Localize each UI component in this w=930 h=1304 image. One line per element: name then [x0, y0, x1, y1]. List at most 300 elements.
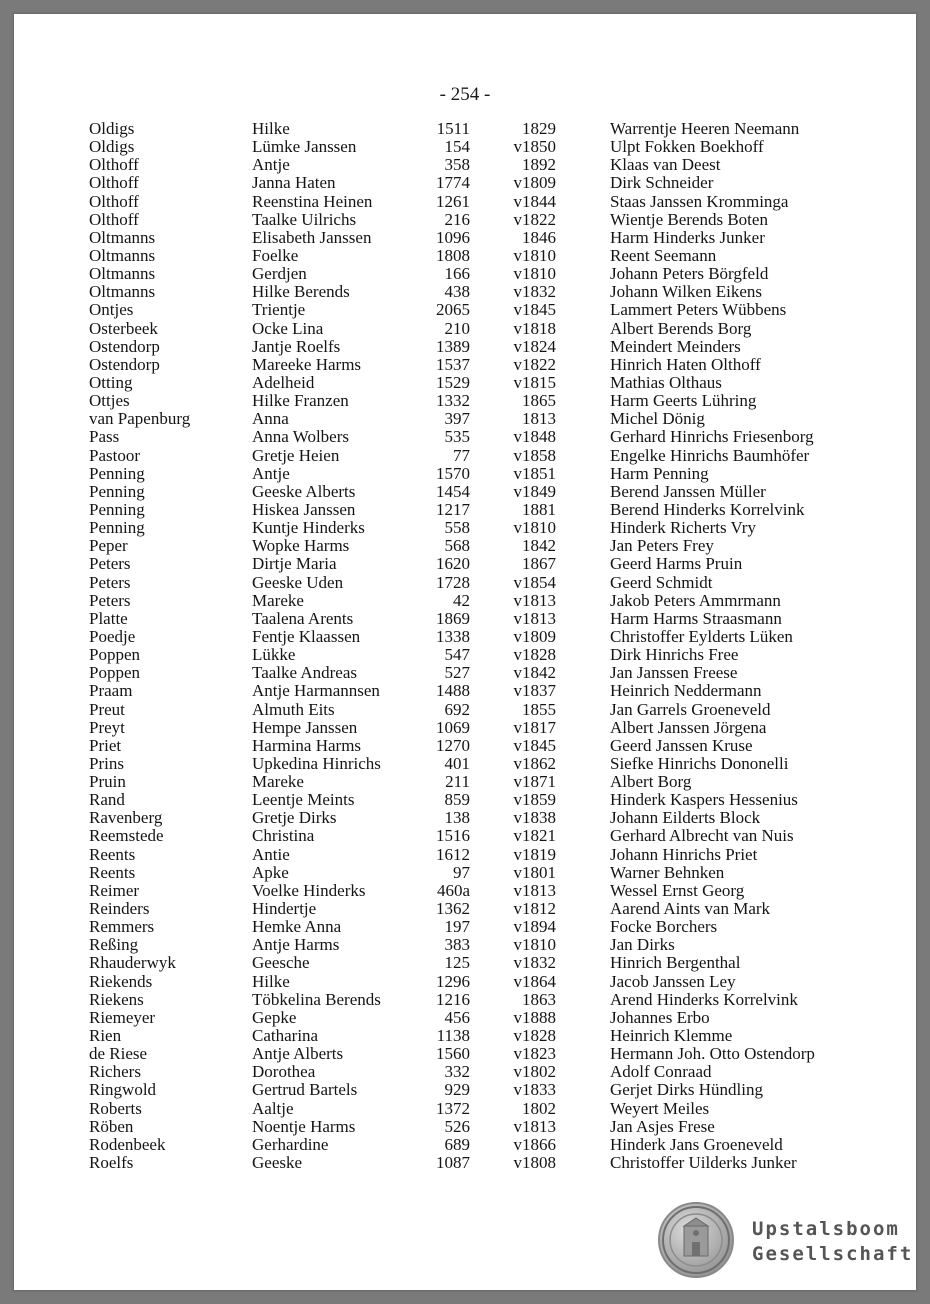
entry-row: [14, 954, 916, 972]
entry-given-name: Hindertje: [252, 899, 317, 919]
entry-number: 1620: [436, 554, 470, 574]
entry-number: 210: [444, 318, 470, 338]
entry-surname: Rhauderwyk: [89, 953, 176, 973]
entry-number: 1869: [436, 608, 470, 628]
entry-surname: Penning: [89, 481, 145, 501]
entry-year: v1842: [513, 663, 556, 683]
entry-row: [14, 918, 916, 936]
entry-surname: Reents: [89, 862, 136, 882]
entry-year: v1801: [513, 862, 556, 882]
entry-row: [14, 229, 916, 247]
entry-given-name: Adelheid: [252, 372, 315, 392]
entry-number: 689: [444, 1134, 470, 1154]
entry-spouse: Mathias Olthaus: [610, 372, 722, 392]
entry-spouse: Reent Seemann: [610, 245, 717, 265]
entry-spouse: Jacob Janssen Ley: [610, 971, 736, 991]
entry-given-name: Geeske: [252, 1153, 303, 1173]
entry-year: v1817: [513, 717, 556, 737]
entry-surname: van Papenburg: [89, 409, 191, 429]
entry-number: 154: [444, 137, 470, 157]
entry-spouse: Albert Janssen Jörgena: [610, 717, 767, 737]
entry-spouse: Gerhard Albrecht van Nuis: [610, 826, 794, 846]
entry-number: 1560: [436, 1044, 470, 1064]
entry-row: [14, 1100, 916, 1118]
entry-given-name: Voelke Hinderks: [252, 880, 366, 900]
entry-given-name: Noentje Harms: [252, 1116, 356, 1136]
entry-given-name: Mareke: [252, 590, 304, 610]
entry-spouse: Adolf Conraad: [610, 1062, 712, 1082]
entry-given-name: Mareeke Harms: [252, 354, 362, 374]
entry-number: 1216: [436, 989, 470, 1009]
entry-number: 138: [444, 808, 470, 828]
entry-year: v1828: [513, 645, 556, 665]
entry-given-name: Hiskea Janssen: [252, 499, 356, 519]
entry-surname: Peters: [89, 572, 131, 592]
entry-year: v1809: [513, 626, 556, 646]
entry-row: [14, 283, 916, 301]
entry-row: [14, 864, 916, 882]
entry-surname: Peters: [89, 590, 131, 610]
entry-spouse: Hinderk Kaspers Hessenius: [610, 790, 798, 810]
entry-year: v1813: [513, 1116, 556, 1136]
entry-year: 1865: [522, 391, 556, 411]
entry-given-name: Geeske Alberts: [252, 481, 356, 501]
entry-year: v1894: [513, 917, 556, 937]
entry-given-name: Gerdjen: [252, 264, 307, 284]
entry-number: 547: [444, 645, 470, 665]
entry-year: v1838: [513, 808, 556, 828]
entry-spouse: Geerd Schmidt: [610, 572, 713, 592]
entry-number: 383: [444, 935, 470, 955]
entry-row: [14, 809, 916, 827]
entry-list: [14, 120, 916, 1172]
entry-spouse: Arend Hinderks Korrelvink: [610, 989, 798, 1009]
entry-year: v1810: [513, 518, 556, 538]
entry-surname: Ravenberg: [89, 808, 163, 828]
entry-row: [14, 174, 916, 192]
entry-given-name: Fentje Klaassen: [252, 626, 361, 646]
entry-row: [14, 664, 916, 682]
entry-surname: Preut: [89, 699, 125, 719]
entry-row: [14, 320, 916, 338]
entry-surname: Oltmanns: [89, 282, 156, 302]
entry-row: [14, 628, 916, 646]
society-name-line1: Upstalsboom: [752, 1218, 900, 1240]
entry-spouse: Warrentje Heeren Neemann: [610, 119, 800, 138]
entry-year: v1888: [513, 1007, 556, 1027]
entry-year: v1813: [513, 590, 556, 610]
page-number: - 254 -: [439, 84, 491, 105]
entry-year: v1844: [513, 191, 556, 211]
entry-surname: Olthoff: [89, 155, 139, 175]
entry-row: [14, 574, 916, 592]
entry-spouse: Ulpt Fokken Boekhoff: [610, 137, 764, 157]
entry-number: 460a: [436, 880, 470, 900]
entry-number: 332: [444, 1062, 470, 1082]
entry-row: [14, 374, 916, 392]
entry-row: [14, 1009, 916, 1027]
entry-year: v1813: [513, 608, 556, 628]
entry-number: 125: [444, 953, 470, 973]
entry-spouse: Wessel Ernst Georg: [610, 880, 745, 900]
entry-year: v1802: [513, 1062, 556, 1082]
entry-number: 77: [453, 445, 470, 465]
entry-row: [14, 646, 916, 664]
entry-row: [14, 701, 916, 719]
entry-year: v1823: [513, 1044, 556, 1064]
entry-given-name: Janna Haten: [252, 173, 336, 193]
entry-row: [14, 936, 916, 954]
entry-row: [14, 247, 916, 265]
entry-year: v1821: [513, 826, 556, 846]
entry-surname: Penning: [89, 518, 145, 538]
entry-year: v1824: [513, 336, 556, 356]
entry-spouse: Berend Hinderks Korrelvink: [610, 499, 805, 519]
entry-number: 211: [445, 772, 470, 792]
entry-year: v1871: [513, 772, 556, 792]
entry-row: [14, 882, 916, 900]
entry-spouse: Harm Geerts Lühring: [610, 391, 757, 411]
entry-given-name: Upkedina Hinrichs: [252, 753, 381, 773]
entry-surname: Otting: [89, 372, 133, 392]
entry-number: 1570: [436, 463, 470, 483]
entry-spouse: Albert Borg: [610, 772, 692, 792]
entry-number: 568: [444, 536, 470, 556]
entry-given-name: Anna: [252, 409, 289, 429]
entry-spouse: Staas Janssen Kromminga: [610, 191, 789, 211]
entry-number: 166: [444, 264, 470, 284]
entry-row: [14, 1045, 916, 1063]
entry-year: v1862: [513, 753, 556, 773]
entry-spouse: Weyert Meiles: [610, 1098, 710, 1118]
entry-year: v1849: [513, 481, 556, 501]
entry-number: 1270: [436, 735, 470, 755]
entry-surname: Reinders: [89, 899, 150, 919]
entry-spouse: Klaas van Deest: [610, 155, 721, 175]
entry-year: v1810: [513, 245, 556, 265]
entry-row: [14, 846, 916, 864]
entry-year: 1829: [522, 119, 556, 138]
entry-year: v1832: [513, 282, 556, 302]
entry-surname: Rand: [89, 790, 125, 810]
entry-spouse: Hinrich Haten Olthoff: [610, 354, 761, 374]
entry-surname: Peters: [89, 554, 131, 574]
entry-surname: Ringwold: [89, 1080, 157, 1100]
entry-spouse: Johann Peters Börgfeld: [610, 264, 769, 284]
entry-surname: Peper: [89, 536, 128, 556]
entry-row: [14, 555, 916, 573]
entry-surname: Olthoff: [89, 191, 139, 211]
entry-number: 1774: [436, 173, 470, 193]
entry-spouse: Meindert Meinders: [610, 336, 741, 356]
entry-spouse: Johannes Erbo: [610, 1007, 710, 1027]
entry-year: 1881: [522, 499, 556, 519]
entry-number: 1516: [436, 826, 470, 846]
entry-row: [14, 138, 916, 156]
entry-surname: Remmers: [89, 917, 155, 937]
entry-surname: Reimer: [89, 880, 140, 900]
entry-row: [14, 483, 916, 501]
entry-year: v1866: [513, 1134, 556, 1154]
entry-given-name: Taalke Andreas: [252, 663, 358, 683]
entry-year: v1832: [513, 953, 556, 973]
entry-spouse: Harm Hinderks Junker: [610, 227, 765, 247]
entry-number: 1372: [436, 1098, 470, 1118]
entry-surname: Priet: [89, 735, 122, 755]
entry-spouse: Michel Dönig: [610, 409, 705, 429]
entry-surname: Penning: [89, 463, 145, 483]
entry-spouse: Jan Asjes Frese: [610, 1116, 715, 1136]
entry-surname: Osterbeek: [89, 318, 158, 338]
entry-year: v1810: [513, 264, 556, 284]
entry-given-name: Antje Harms: [252, 935, 340, 955]
entry-number: 1087: [436, 1153, 470, 1173]
entry-spouse: Gerjet Dirks Hündling: [610, 1080, 763, 1100]
entry-number: 1488: [436, 681, 470, 701]
society-logo: [752, 1217, 913, 1267]
entry-given-name: Töbkelina Berends: [252, 989, 381, 1009]
entry-row: [14, 1154, 916, 1172]
entry-year: v1808: [513, 1153, 556, 1173]
entry-row: [14, 211, 916, 229]
entry-row: [14, 301, 916, 319]
entry-given-name: Hilke: [252, 971, 290, 991]
entry-number: 1511: [436, 119, 470, 138]
entry-number: 456: [444, 1007, 470, 1027]
society-seal-icon: [658, 1202, 734, 1278]
entry-given-name: Wopke Harms: [252, 536, 350, 556]
entry-spouse: Christoffer Eylderts Lüken: [610, 626, 793, 646]
entry-row: [14, 900, 916, 918]
entry-year: v1819: [513, 844, 556, 864]
entry-spouse: Wientje Berends Boten: [610, 209, 768, 229]
entry-spouse: Warner Behnken: [610, 862, 725, 882]
entry-spouse: Jan Janssen Freese: [610, 663, 738, 683]
entry-given-name: Taalke Uilrichs: [252, 209, 357, 229]
entry-surname: Roelfs: [89, 1153, 134, 1173]
entry-year: v1812: [513, 899, 556, 919]
entry-spouse: Siefke Hinrichs Dononelli: [610, 753, 789, 773]
entry-year: v1859: [513, 790, 556, 810]
entry-surname: Oltmanns: [89, 227, 156, 247]
entry-year: v1815: [513, 372, 556, 392]
entry-spouse: Gerhard Hinrichs Friesenborg: [610, 427, 814, 447]
entry-spouse: Hinderk Richerts Vry: [610, 518, 756, 538]
entry-number: 1069: [436, 717, 470, 737]
entry-surname: Riekens: [89, 989, 144, 1009]
entry-spouse: Jakob Peters Ammrmann: [610, 590, 781, 610]
entry-year: v1864: [513, 971, 556, 991]
entry-surname: Oltmanns: [89, 264, 156, 284]
entry-surname: Ontjes: [89, 300, 134, 320]
entry-given-name: Antje: [252, 155, 290, 175]
entry-row: [14, 1027, 916, 1045]
entry-surname: Poppen: [89, 645, 140, 665]
entry-given-name: Christina: [252, 826, 315, 846]
entry-given-name: Antje Harmannsen: [252, 681, 380, 701]
entry-surname: Pruin: [89, 772, 126, 792]
entry-given-name: Antje: [252, 463, 290, 483]
society-name-line2: Gesellschaft: [752, 1243, 914, 1265]
entry-surname: Röben: [89, 1116, 134, 1136]
entry-year: v1850: [513, 137, 556, 157]
entry-given-name: Antie: [252, 844, 290, 864]
entry-spouse: Aarend Aints van Mark: [610, 899, 771, 919]
entry-row: [14, 773, 916, 791]
entry-given-name: Dorothea: [252, 1062, 316, 1082]
entry-spouse: Heinrich Neddermann: [610, 681, 762, 701]
entry-surname: Reemstede: [89, 826, 164, 846]
document-page: [14, 14, 916, 1290]
entry-given-name: Gretje Dirks: [252, 808, 337, 828]
entry-surname: Ottjes: [89, 391, 130, 411]
entry-row: [14, 447, 916, 465]
entry-spouse: Heinrich Klemme: [610, 1026, 733, 1046]
entry-year: 1867: [522, 554, 556, 574]
entry-year: v1854: [513, 572, 556, 592]
entry-given-name: Kuntje Hinderks: [252, 518, 365, 538]
entry-year: v1818: [513, 318, 556, 338]
entry-surname: Prins: [89, 753, 124, 773]
entry-given-name: Lükke: [252, 645, 296, 665]
entry-number: 1338: [436, 626, 470, 646]
entry-surname: Praam: [89, 681, 133, 701]
entry-year: v1845: [513, 300, 556, 320]
entry-row: [14, 338, 916, 356]
entry-given-name: Antje Alberts: [252, 1044, 344, 1064]
entry-given-name: Dirtje Maria: [252, 554, 337, 574]
entry-row: [14, 356, 916, 374]
entry-row: [14, 827, 916, 845]
entry-year: 1846: [522, 227, 556, 247]
entry-spouse: Albert Berends Borg: [610, 318, 752, 338]
entry-given-name: Geesche: [252, 953, 310, 973]
entry-year: v1822: [513, 209, 556, 229]
entry-surname: Olthoff: [89, 209, 139, 229]
entry-row: [14, 265, 916, 283]
entry-year: 1802: [522, 1098, 556, 1118]
entry-row: [14, 156, 916, 174]
entry-year: v1822: [513, 354, 556, 374]
entry-spouse: Hermann Joh. Otto Ostendorp: [610, 1044, 815, 1064]
entry-spouse: Christoffer Uilderks Junker: [610, 1153, 797, 1173]
entry-number: 1537: [436, 354, 470, 374]
entry-number: 859: [444, 790, 470, 810]
entry-spouse: Harm Penning: [610, 463, 709, 483]
entry-surname: Richers: [89, 1062, 141, 1082]
entry-surname: Oldigs: [89, 137, 135, 157]
entry-year: v1810: [513, 935, 556, 955]
entry-given-name: Catharina: [252, 1026, 319, 1046]
entry-given-name: Ocke Lina: [252, 318, 324, 338]
entry-surname: Reßing: [89, 935, 139, 955]
entry-year: v1828: [513, 1026, 556, 1046]
entry-row: [14, 592, 916, 610]
entry-surname: Poedje: [89, 626, 136, 646]
entry-spouse: Berend Janssen Müller: [610, 481, 766, 501]
entry-given-name: Foelke: [252, 245, 299, 265]
entry-number: 558: [444, 518, 470, 538]
entry-number: 1529: [436, 372, 470, 392]
entry-given-name: Gretje Heien: [252, 445, 340, 465]
entry-year: v1858: [513, 445, 556, 465]
entry-year: 1842: [522, 536, 556, 556]
entry-number: 1296: [436, 971, 470, 991]
entry-surname: Oltmanns: [89, 245, 156, 265]
entry-spouse: Dirk Schneider: [610, 173, 714, 193]
entry-row: [14, 1063, 916, 1081]
entry-year: 1855: [522, 699, 556, 719]
entry-surname: Ostendorp: [89, 336, 160, 356]
entry-spouse: Johann Wilken Eikens: [610, 282, 762, 302]
entry-given-name: Leentje Meints: [252, 790, 355, 810]
entry-row: [14, 501, 916, 519]
entry-number: 438: [444, 282, 470, 302]
entry-given-name: Hempe Janssen: [252, 717, 358, 737]
entry-row: [14, 193, 916, 211]
entry-row: [14, 973, 916, 991]
entry-number: 401: [444, 753, 470, 773]
entry-given-name: Lümke Janssen: [252, 137, 357, 157]
entry-year: v1845: [513, 735, 556, 755]
entry-number: 527: [444, 663, 470, 683]
entry-row: [14, 465, 916, 483]
entry-given-name: Hilke Franzen: [252, 391, 349, 411]
entry-number: 97: [453, 862, 470, 882]
entry-number: 1096: [436, 227, 470, 247]
entry-number: 358: [444, 155, 470, 175]
entry-surname: Ostendorp: [89, 354, 160, 374]
entry-spouse: Harm Harms Straasmann: [610, 608, 782, 628]
entry-spouse: Dirk Hinrichs Free: [610, 645, 739, 665]
entry-year: 1813: [522, 409, 556, 429]
entry-year: v1813: [513, 880, 556, 900]
entry-year: v1851: [513, 463, 556, 483]
entry-spouse: Jan Garrels Groeneveld: [610, 699, 771, 719]
entry-number: 929: [444, 1080, 470, 1100]
entry-surname: Poppen: [89, 663, 140, 683]
entry-number: 2065: [436, 300, 470, 320]
entry-number: 1389: [436, 336, 470, 356]
entry-number: 42: [453, 590, 470, 610]
entry-row: [14, 1118, 916, 1136]
entry-surname: Reents: [89, 844, 136, 864]
entry-year: 1863: [522, 989, 556, 1009]
entry-given-name: Gerhardine: [252, 1134, 329, 1154]
entry-spouse: Jan Peters Frey: [610, 536, 714, 556]
entry-given-name: Hilke: [252, 119, 290, 138]
entry-spouse: Engelke Hinrichs Baumhöfer: [610, 445, 810, 465]
entry-given-name: Apke: [252, 862, 289, 882]
entry-spouse: Jan Dirks: [610, 935, 675, 955]
entry-surname: Roberts: [89, 1098, 142, 1118]
entry-row: [14, 410, 916, 428]
entry-row: [14, 537, 916, 555]
entry-row: [14, 1081, 916, 1099]
entry-given-name: Hemke Anna: [252, 917, 342, 937]
entry-spouse: Johann Eilderts Block: [610, 808, 761, 828]
entry-row: [14, 719, 916, 737]
entry-spouse: Lammert Peters Wübbens: [610, 300, 787, 320]
entry-given-name: Taalena Arents: [252, 608, 354, 628]
entry-surname: Pastoor: [89, 445, 140, 465]
entry-spouse: Focke Borchers: [610, 917, 718, 937]
entry-given-name: Trientje: [252, 300, 306, 320]
entry-row: [14, 791, 916, 809]
entry-number: 197: [444, 917, 470, 937]
entry-surname: Preyt: [89, 717, 125, 737]
entry-number: 1728: [436, 572, 470, 592]
